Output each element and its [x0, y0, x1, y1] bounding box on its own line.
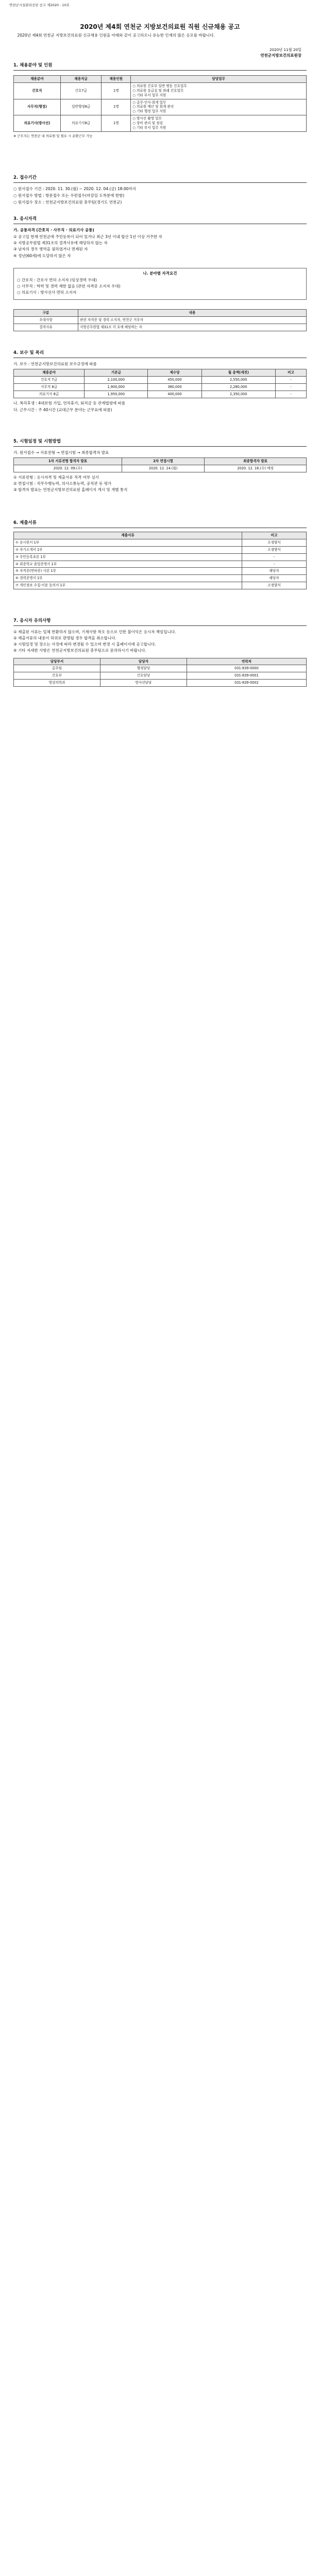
cell: 총무팀 — [14, 665, 100, 672]
cell: ① 응시원서 1부 — [14, 539, 242, 546]
page-title: 2020년 제4회 연천군 지방보건의료원 직원 신규채용 공고 — [80, 23, 240, 30]
s4-intro: 가. 보수 : 연천군지방보건의료원 보수규정에 따름 — [13, 362, 97, 366]
table-row — [14, 672, 307, 680]
th-schedule: 1차 서류전형 합격자 발표 — [14, 458, 122, 465]
table-row — [14, 553, 307, 561]
s4-note: 나. 복리후생 : 4대보험 가입, 연차휴가, 퇴직금 등 관계법령에 따름 — [13, 400, 126, 405]
s3-table — [13, 309, 307, 331]
s5-item: ① 서류전형 : 응시자격 및 제출서류 적격 여부 심사 — [13, 474, 99, 480]
cell: ③ 주민등록초본 1부 — [14, 553, 242, 561]
th-doc: 제출서류 — [14, 532, 242, 539]
s5-item: ③ 합격자 발표는 연천군지방보건의료원 홈페이지 게시 및 개별 통지 — [13, 487, 128, 493]
schedule-table — [13, 457, 307, 472]
cell: 의료기사8급 — [60, 115, 102, 132]
table-row — [14, 377, 307, 384]
cell: ○ 의료원 간호부 일반 병동 간호업무 ○ 의료원 응급실 및 외래 간호업무 ○ 기타 부서 업무 지원 — [131, 82, 307, 99]
table-row — [14, 82, 307, 99]
table-row — [14, 539, 307, 546]
cell: 소정양식 — [242, 546, 307, 553]
th-doc: 비고 — [242, 532, 307, 539]
s4-note: 다. 근무시간 : 주 40시간 (교대근무 분야는 근무표에 따름) — [13, 407, 112, 412]
s7-item: ① 제출된 서류는 일체 반환하지 않으며, 기재사항 착오 등으로 인한 불이익은 응시자 책임입니다. — [13, 630, 176, 634]
cell: 사무직(행정) — [14, 99, 61, 115]
cell: - — [275, 377, 306, 384]
cell: 1명 — [102, 115, 131, 132]
section-title-1: 1. 채용분야 및 인원 — [13, 63, 307, 71]
table-row — [14, 575, 307, 582]
intro-text: 2020년 제4회 연천군 지방보건의료원 신규채용 인원을 아래와 같이 공고하오니 유능한 인재의 많은 응모를 바랍니다. — [17, 33, 215, 38]
recruit-table-wrapper — [13, 75, 307, 139]
s3-intro: 가. 공통자격 (간호직 · 사무직 · 의료기사 공통) — [13, 228, 94, 232]
cell: 간호직 — [14, 82, 61, 99]
section-title-3: 3. 응시자격 — [13, 216, 307, 224]
cell: 관련 자격증 및 경력 소지자, 연천군 거주자 — [78, 316, 306, 324]
cell: ② 자기소개서 1부 — [14, 546, 242, 553]
table-row — [14, 99, 307, 115]
s7-item: ② 제출서류의 내용이 허위로 판명될 경우 합격을 취소합니다. — [13, 636, 116, 641]
cell: 방사선담당 — [100, 680, 187, 687]
section-title-6: 6. 제출서류 — [13, 520, 307, 528]
cell: 2,350,000 — [201, 391, 275, 398]
cell: ○ 총무·인사·회계 업무 ○ 의료원 예산 및 회계 관리 ○ 기타 행정 업무 지원 — [131, 99, 307, 115]
recruit-table — [13, 75, 307, 132]
s2-list — [13, 187, 307, 207]
th-s3-type: 구분 — [14, 310, 78, 317]
table-row — [14, 665, 307, 672]
cell: 2,280,000 — [201, 383, 275, 391]
cell: - — [242, 561, 307, 568]
s3-item: ③ 남자의 경우 병역을 필하였거나 면제된 자 — [13, 247, 88, 252]
s3-box-title: 나. 분야별 자격요건 — [143, 271, 177, 276]
s7-item: ④ 기타 자세한 사항은 연천군지방보건의료원 총무팀으로 문의하시기 바랍니다. — [13, 648, 146, 653]
cell: ⑤ 자격증(면허증) 사본 1부 — [14, 568, 242, 575]
s7-item: ③ 시험일정 및 장소는 사정에 따라 변경될 수 있으며 변경 시 홈페이지에 공고합니다. — [13, 642, 156, 647]
contact-table — [13, 658, 307, 687]
th-count: 채용인원 — [102, 76, 131, 83]
cell: 우대사항 — [14, 316, 78, 324]
th-schedule: 최종합격자 발표 — [205, 458, 307, 465]
section-title-7: 7. 응시자 유의사항 — [13, 618, 307, 626]
th-grade: 채용직급 — [60, 76, 102, 83]
cell: 영상의학과 — [14, 680, 100, 687]
cell: 2,550,000 — [201, 377, 275, 384]
cell: ⑥ 경력증명서 1부 — [14, 575, 242, 582]
documents-table — [13, 532, 307, 589]
cell: 소정양식 — [242, 539, 307, 546]
s3-box-item: ○ 의료기사 : 방사선사 면허 소지자 — [17, 290, 77, 295]
cell: 031-839-0002 — [187, 680, 306, 687]
th-pay: 제수당 — [148, 369, 201, 377]
section-title-2: 2. 접수기간 — [13, 175, 307, 183]
cell: 간호직 7급 — [14, 377, 85, 384]
th-pay: 비고 — [275, 369, 306, 377]
s2-line: ○ 원서접수 방법 : 방문접수 또는 우편접수(마감일 도착분에 한함) — [13, 193, 125, 198]
cell: 2020. 12. 16.(수) 예정 — [205, 465, 307, 472]
s3-item: ① 공고일 현재 연천군에 주민등록이 되어 있거나 최근 3년 이내 합산 1년 이상 거주한 자 — [13, 234, 162, 240]
cell: 의료기사 8급 — [14, 391, 85, 398]
s3-box-item: ○ 사무직 : 학력 및 경력 제한 없음 (관련 자격증 소지자 우대) — [17, 284, 121, 289]
table-row — [14, 465, 307, 472]
s2-line: ○ 원서접수 장소 : 연천군지방보건의료원 총무팀(경기도 연천군) — [13, 200, 122, 205]
cell: 소정양식 — [242, 582, 307, 589]
cell: 1명 — [102, 99, 131, 115]
cell: 1,900,000 — [85, 383, 148, 391]
cell: 380,000 — [148, 383, 201, 391]
th-pay: 기본급 — [85, 369, 148, 377]
announce-date: 2020년 11월 20일 — [270, 47, 301, 52]
table-row — [14, 546, 307, 553]
cell: 450,000 — [148, 377, 201, 384]
cell: - — [275, 391, 306, 398]
s3-common — [13, 228, 307, 260]
cell: - — [242, 553, 307, 561]
s3-item: ④ 정년(60세)에 도달하지 않은 자 — [13, 253, 71, 258]
s3-detail-box — [13, 268, 307, 300]
s2-line: ○ 원서접수 기간 : 2020. 11. 30.(월) ~ 2020. 12. 04.(금) 18:00까지 — [13, 187, 136, 191]
section-title-4: 4. 보수 및 복리 — [13, 350, 307, 358]
th-pay: 채용분야 — [14, 369, 85, 377]
header-tag: 연천군시설관리공단 공고 제2020 - 10호 — [9, 3, 70, 7]
s6-content — [13, 532, 307, 589]
th-duty: 담당업무 — [131, 76, 307, 83]
th-contact: 연락처 — [187, 658, 306, 665]
table-row — [14, 316, 307, 324]
cell: ○ 방사선 촬영 업무 ○ 장비 관리 및 점검 ○ 기타 부서 업무 지원 — [131, 115, 307, 132]
recruit-footnote: ※ 근무지는 연천군 내 의료원 및 필요 시 순환근무 가능 — [13, 133, 93, 138]
s5-item: ② 면접시험 : 직무수행능력, 의사소통능력, 공직관 등 평가 — [13, 481, 112, 486]
cell: 400,000 — [148, 391, 201, 398]
th-field: 채용분야 — [14, 76, 61, 83]
table-row — [14, 324, 307, 331]
cell: ⑦ 개인정보 수집·이용 동의서 1부 — [14, 582, 242, 589]
cell: 2020. 12. 14.(월) — [122, 465, 205, 472]
cell: 간호담당 — [100, 672, 187, 680]
th-s3-content: 내용 — [78, 310, 306, 317]
cell: 1명 — [102, 82, 131, 99]
s5-intro: 가. 원서접수 → 서류전형 → 면접시험 → 최종합격자 발표 — [13, 450, 109, 455]
th-contact: 담당부서 — [14, 658, 100, 665]
cell: 2020. 12. 09.(수) — [14, 465, 122, 472]
table-row — [14, 115, 307, 132]
cell: 2,100,000 — [85, 377, 148, 384]
th-pay: 월 총액(세전) — [201, 369, 275, 377]
organization-name: 연천군지방보건의료원장 — [260, 53, 301, 58]
table-row — [14, 582, 307, 589]
table-row — [14, 680, 307, 687]
table-row — [14, 383, 307, 391]
cell: 031-839-0000 — [187, 665, 306, 672]
th-schedule: 2차 면접시험 — [122, 458, 205, 465]
cell: 간호부 — [14, 672, 100, 680]
cell: 지방공무원법 제31조 각 호에 해당하는 자 — [78, 324, 306, 331]
cell: 사무직 8급 — [14, 383, 85, 391]
cell: 의료기사(방사선) — [14, 115, 61, 132]
s4-content — [13, 362, 307, 414]
s3-box-item: ○ 간호직 : 간호사 면허 소지자 (임상경력 우대) — [17, 278, 97, 283]
table-row — [14, 391, 307, 398]
cell: 해당자 — [242, 568, 307, 575]
cell: 결격사유 — [14, 324, 78, 331]
cell: - — [275, 383, 306, 391]
s5-content — [13, 450, 307, 494]
cell: 일반행정8급 — [60, 99, 102, 115]
th-contact: 담당자 — [100, 658, 187, 665]
table-row — [14, 568, 307, 575]
s7-content — [13, 630, 307, 687]
cell: ④ 최종학교 졸업증명서 1부 — [14, 561, 242, 568]
cell: 031-839-0001 — [187, 672, 306, 680]
cell: 행정담당 — [100, 665, 187, 672]
cell: 1,950,000 — [85, 391, 148, 398]
s3-item: ② 지방공무원법 제31조의 결격사유에 해당하지 않는 자 — [13, 241, 108, 246]
cell: 해당자 — [242, 575, 307, 582]
s3-table-wrapper — [13, 309, 307, 331]
pay-table — [13, 369, 307, 398]
section-title-5: 5. 시험일정 및 시험방법 — [13, 439, 307, 447]
cell: 간호7급 — [60, 82, 102, 99]
table-row — [14, 561, 307, 568]
